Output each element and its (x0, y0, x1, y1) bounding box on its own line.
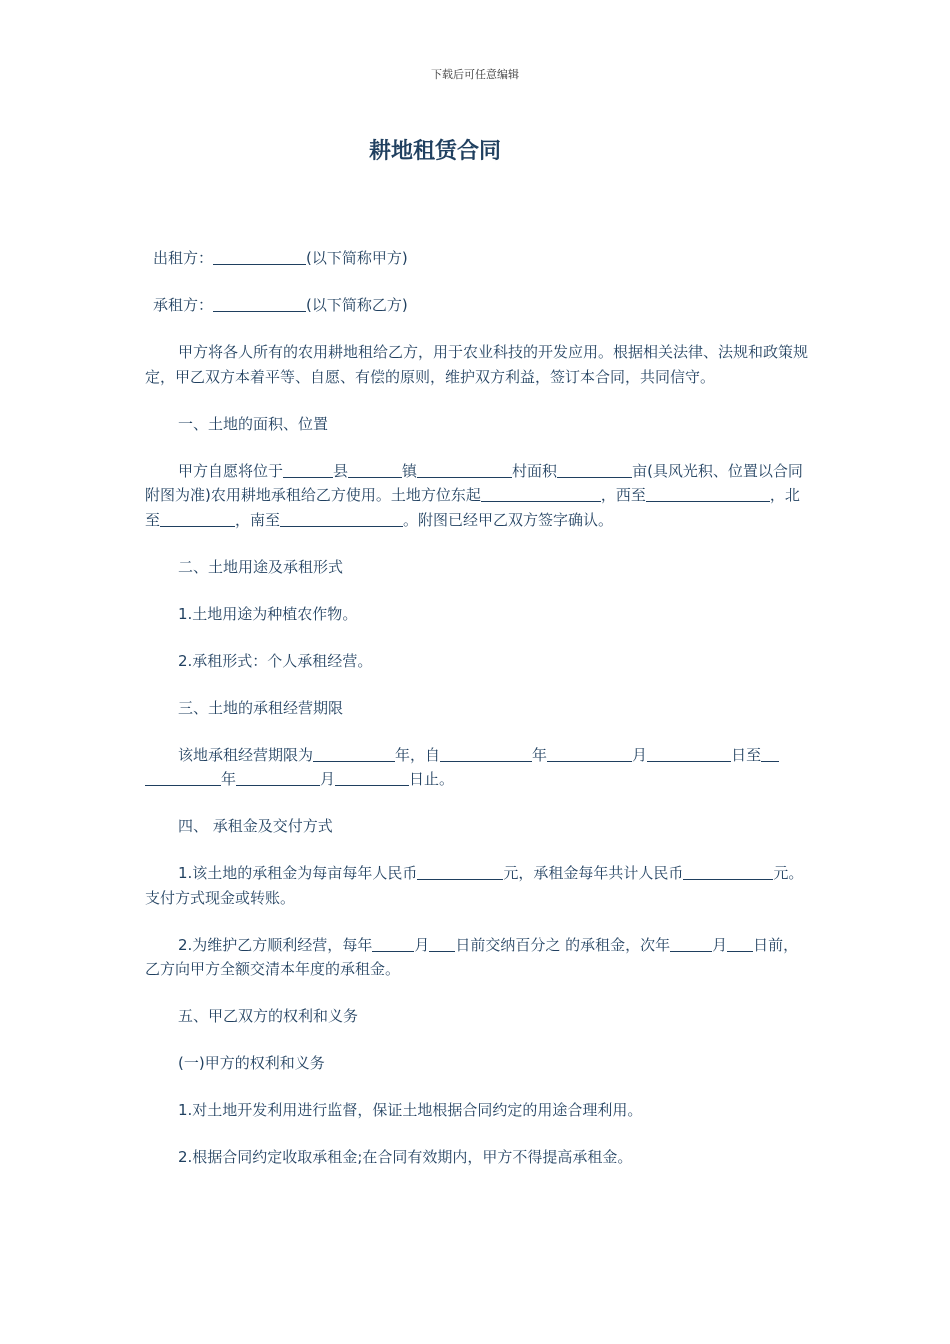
lessor-suffix: (以下简称甲方) (306, 249, 408, 267)
east-blank (481, 485, 601, 502)
text-span: 月 (632, 745, 648, 764)
section-2-item-2: 2.承租形式：个人承租经营。 (178, 651, 373, 670)
text-span: 元，承租金每年共计人民币 (503, 864, 684, 882)
section-4-item-2 (145, 933, 810, 982)
text-span: 。附图已经甲乙双方签字确认。 (403, 510, 614, 529)
end-year-blank-2 (145, 769, 221, 786)
west-blank-2 (688, 485, 770, 502)
next-day-blank (727, 935, 753, 952)
text-span: 该地承租经营期限为 (178, 745, 314, 764)
lessee-label: 承租方： (153, 296, 214, 314)
text-span: 日前交纳百分之 的承租金，次年 (455, 935, 671, 954)
text-span: 月 (712, 935, 728, 954)
end-month-blank (236, 769, 320, 786)
document-body (145, 246, 810, 1192)
text-span: 元。支付方式现金或转账。 (145, 864, 804, 907)
text-span: ，北至 (145, 486, 800, 529)
section-4-heading: 四、 承租金及交付方式 (178, 817, 333, 835)
end-day-blank (335, 769, 409, 786)
start-day-blank (647, 745, 731, 762)
preamble: 甲方将各人所有的农用耕地租给乙方，用于农业科技的开发应用。根据相关法律、法规和政策规定，甲乙双方本着平等、自愿、有偿的原则，维护双方利益，签订本合同，共同信守。 (145, 343, 809, 386)
rent-total-blank-2 (757, 863, 773, 880)
lessee-blank (213, 295, 306, 312)
lessee-suffix: (以下简称乙方) (306, 296, 408, 314)
section-3-text (145, 743, 810, 792)
west-blank-1 (646, 485, 688, 502)
village-blank (417, 461, 512, 478)
start-year-blank (440, 745, 532, 762)
north-blank (160, 510, 235, 527)
section-2-heading: 二、土地用途及承租形式 (178, 557, 344, 576)
section-5-item-2: 2.根据合同约定收取承租金;在合同有效期内，甲方不得提高承租金。 (178, 1148, 633, 1166)
lessor-label: 出租方： (153, 249, 214, 267)
text-span: ，南至 (235, 510, 281, 529)
section-3-heading: 三、土地的承租经营期限 (178, 698, 344, 717)
start-month-blank (547, 745, 632, 762)
county-blank (283, 461, 333, 478)
end-year-blank-1 (761, 745, 779, 762)
header-note: 下载后可任意编辑 (431, 68, 519, 81)
pay-month-blank (372, 935, 414, 952)
next-month-blank (670, 935, 712, 952)
text-span: 日止。 (409, 770, 455, 788)
town-blank (348, 461, 402, 478)
text-span: 年 (221, 770, 237, 788)
text-span: 月 (414, 935, 430, 954)
text-span: 亩(具风光积、位置以合同附图为准)农用耕地承租给乙方使用。土地方位东起 (145, 461, 803, 504)
text-span: 甲方自愿将位于 (178, 461, 284, 480)
section-5-sub-1: (一)甲方的权利和义务 (178, 1054, 325, 1072)
rent-total-blank-1 (683, 863, 757, 880)
text-span: 村面积 (512, 461, 558, 480)
section-5-item-1: 1.对土地开发利用进行监督，保证土地根据合同约定的用途合理利用。 (178, 1101, 643, 1119)
section-1-text (145, 459, 810, 533)
text-span: 1.该土地的承租金为每亩每年人民币 (178, 864, 418, 882)
area-blank (557, 461, 632, 478)
text-span: 日至 (731, 745, 762, 764)
term-years-blank (313, 745, 395, 762)
text-span: 月 (320, 770, 336, 788)
section-5-heading: 五、甲乙双方的权利和义务 (178, 1007, 359, 1025)
section-4-item-1 (145, 861, 810, 910)
section-2-item-1: 1.土地用途为种植农作物。 (178, 604, 358, 623)
south-blank (280, 510, 403, 527)
text-span: ，西至 (600, 486, 646, 504)
text-span: 镇 (402, 461, 418, 480)
document-title: 耕地租赁合同 (368, 139, 501, 164)
text-span: 日前，乙方向甲方全额交清本年度的承租金。 (145, 935, 799, 978)
lessor-blank (213, 248, 306, 265)
lessee-line (145, 293, 810, 318)
text-span: 年 (532, 745, 548, 764)
text-span: 年，自 (395, 745, 441, 764)
text-span: 县 (333, 461, 349, 480)
pay-day-blank (429, 935, 455, 952)
rent-per-mu-blank (417, 863, 503, 880)
text-span: 2.为维护乙方顺利经营，每年 (178, 935, 373, 954)
section-1-heading: 一、土地的面积、位置 (178, 414, 329, 433)
lessor-line (145, 246, 810, 271)
